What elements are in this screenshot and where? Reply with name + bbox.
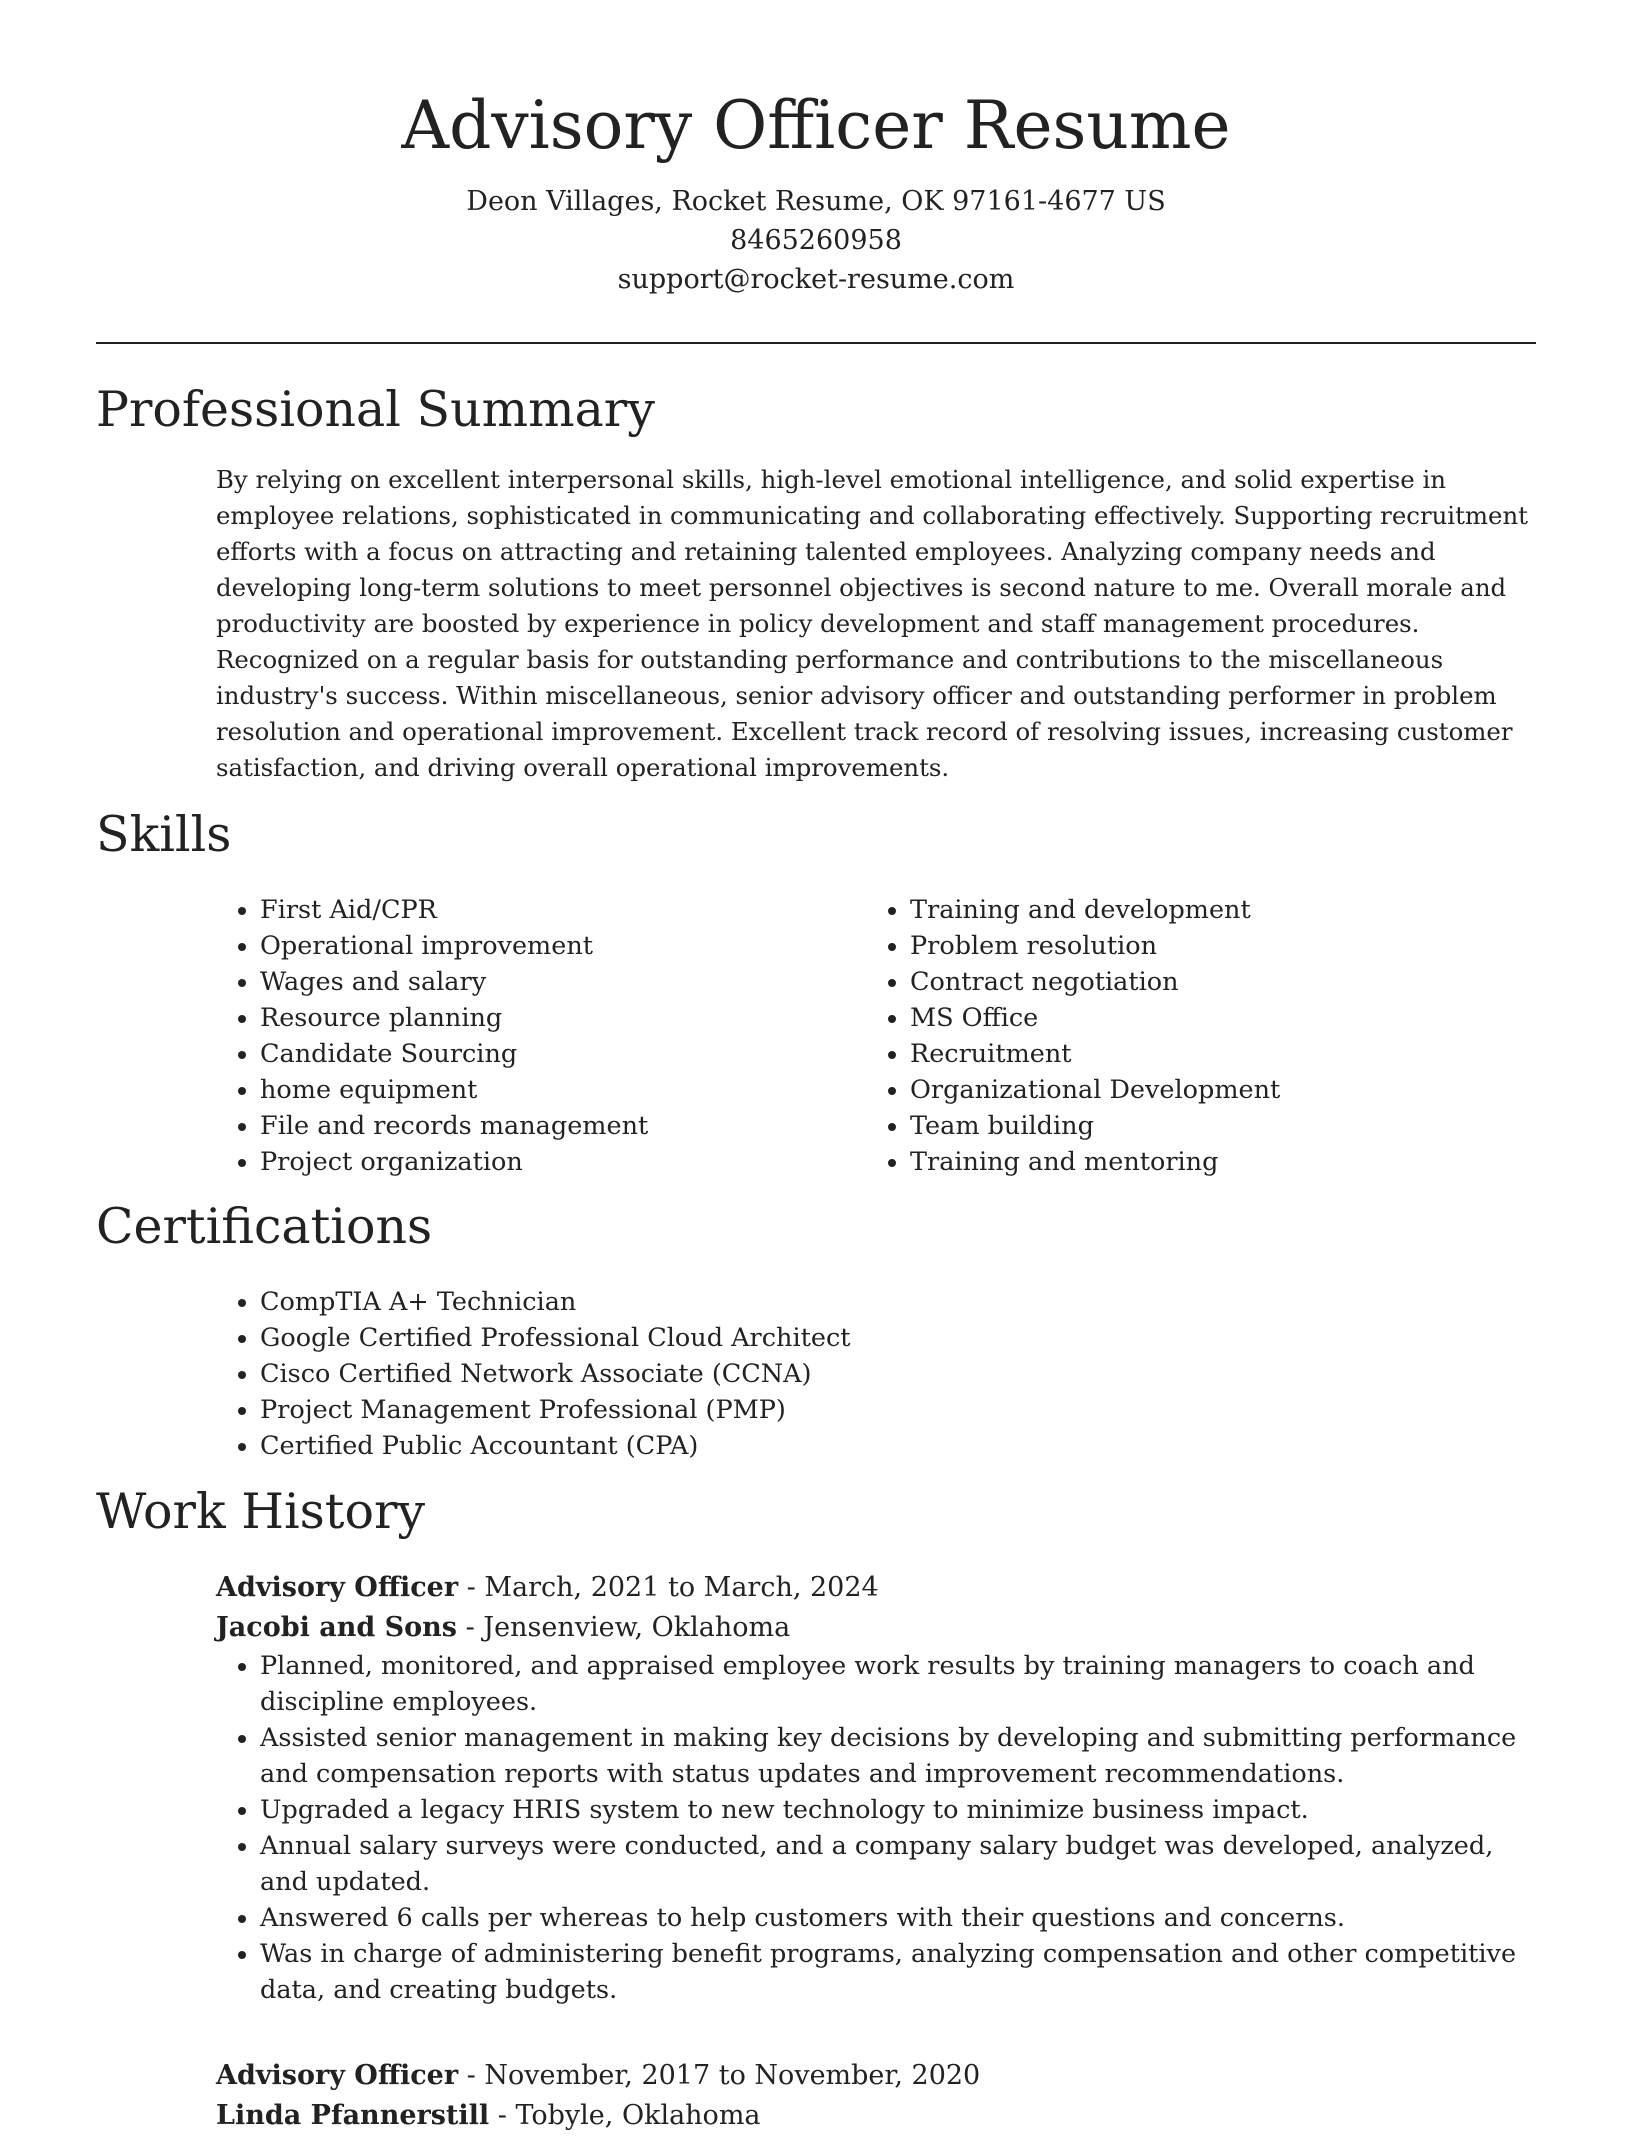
skills-heading: Skills — [96, 806, 232, 863]
job-entry — [216, 1568, 1536, 2008]
job-dates: - November, 2017 to November, 2020 — [458, 2060, 981, 2091]
contact-block — [96, 182, 1536, 299]
skill-item: • Training and development — [910, 892, 1466, 928]
summary-text: By relying on excellent interpersonal skills, high-level emotional intelligence, and solid expertise in employee relations, sophisticated in communicating and collaborating effectively. Supporting recruitment efforts with a focus on attracting and retaining talented employees. Analyzing company needs and developing long-term solutions to meet personnel objectives is second nature to me. Overall morale and productivity are boosted by experience in policy development and staff management procedures. Recognized on a regular basis for outstanding performance and contributions to the miscellaneous industry's success. Within miscellaneous, senior advisory officer and outstanding performer in problem resolution and operational improvement. Excellent track record of resolving issues, increasing customer satisfaction, and driving overall operational improvements. — [216, 465, 1528, 782]
work-history-heading: Work History — [96, 1483, 426, 1540]
job-location: - Tobyle, Oklahoma — [489, 2100, 761, 2131]
skill-item: • home equipment — [260, 1072, 816, 1108]
skill-item: • Problem resolution — [910, 928, 1466, 964]
skill-item: • Candidate Sourcing — [260, 1036, 816, 1072]
job-title-line — [216, 2056, 1536, 2096]
certifications-block — [216, 1284, 1536, 1464]
job-duty-item: • Planned, monitored, and appraised employee work results by training managers to coach and discipline employees. — [260, 1648, 1536, 1720]
skill-item: • Wages and salary — [260, 964, 816, 1000]
skill-item: • Project organization — [260, 1144, 816, 1180]
skill-item: • Resource planning — [260, 1000, 816, 1036]
skill-item: • Contract negotiation — [910, 964, 1466, 1000]
skill-item: • Team building — [910, 1108, 1466, 1144]
job-title: Advisory Officer — [216, 1572, 459, 1603]
contact-address: Deon Villages, Rocket Resume, OK 97161-4677 US — [466, 186, 1166, 217]
certification-item: • Project Management Professional (PMP) — [260, 1392, 1536, 1428]
certification-item: • Certified Public Accountant (CPA) — [260, 1428, 1536, 1464]
skill-item: • Recruitment — [910, 1036, 1466, 1072]
skill-item: • File and records management — [260, 1108, 816, 1144]
job-company: Jacobi and Sons — [216, 1612, 457, 1643]
skill-item: • Organizational Development — [910, 1072, 1466, 1108]
resume-header — [96, 80, 1536, 299]
skills-column-right — [866, 892, 1466, 1180]
skill-item: • Operational improvement — [260, 928, 816, 964]
resume-title: Advisory Officer Resume — [401, 87, 1231, 164]
job-company-line — [216, 2096, 1536, 2136]
job-dates: - March, 2021 to March, 2024 — [458, 1572, 879, 1603]
certifications-heading: Certifications — [96, 1198, 433, 1255]
certifications-list — [216, 1284, 1536, 1464]
skills-list-left — [216, 892, 816, 1180]
job-duty-item: • Annual salary surveys were conducted, and a company salary budget was developed, analyzed, and updated. — [260, 1828, 1536, 1900]
job-duty-item: • Was in charge of administering benefit programs, analyzing compensation and other competitive data, and creating budgets. — [260, 1936, 1536, 2008]
skills-column-left — [216, 892, 816, 1180]
job-duty-item: • Upgraded a legacy HRIS system to new technology to minimize business impact. — [260, 1792, 1536, 1828]
skill-item: • Training and mentoring — [910, 1144, 1466, 1180]
skill-item: • First Aid/CPR — [260, 892, 816, 928]
contact-phone: 8465260958 — [730, 225, 902, 256]
summary-heading: Professional Summary — [96, 381, 655, 438]
skill-item: • MS Office — [910, 1000, 1466, 1036]
contact-email: support@rocket-resume.com — [617, 264, 1015, 295]
job-duty-item: • Answered 6 calls per whereas to help customers with their questions and concerns. — [260, 1900, 1536, 1936]
job-title: Advisory Officer — [216, 2060, 459, 2091]
header-divider — [96, 342, 1536, 344]
job-title-line — [216, 1568, 1536, 1608]
job-company-line — [216, 1608, 1536, 1648]
certification-item: • CompTIA A+ Technician — [260, 1284, 1536, 1320]
certification-item: • Google Certified Professional Cloud Architect — [260, 1320, 1536, 1356]
job-entry — [216, 2056, 1536, 2136]
skills-list-right — [866, 892, 1466, 1180]
job-company: Linda Pfannerstill — [216, 2100, 490, 2131]
job-location: - Jensenview, Oklahoma — [457, 1612, 791, 1643]
job-duty-item: • Assisted senior management in making key decisions by developing and submitting performance and compensation reports with status updates and improvement recommendations. — [260, 1720, 1536, 1792]
job-duties-list — [216, 1648, 1536, 2008]
certification-item: • Cisco Certified Network Associate (CCNA) — [260, 1356, 1536, 1392]
